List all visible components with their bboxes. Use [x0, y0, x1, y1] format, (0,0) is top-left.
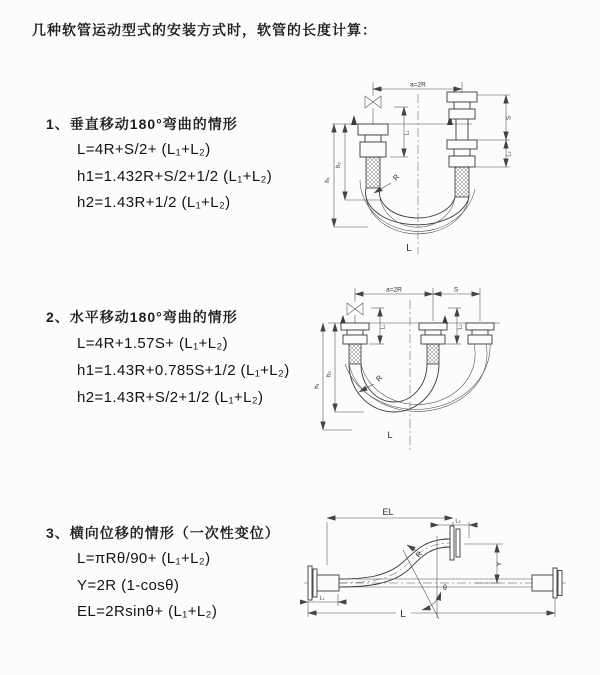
dim-label-h1: h₁ — [314, 383, 321, 389]
section-3-formula-y: Y=2R (1-cosθ) — [77, 577, 180, 594]
dim-label-s: S — [506, 115, 513, 121]
left-fitting — [358, 124, 388, 188]
displaced-end-flange — [444, 526, 460, 560]
hose-u-bend — [345, 344, 490, 412]
section-2-formula-h2: h2=1.43R+S/2+1/2 (L₁+L₂) — [77, 389, 264, 406]
length-label: L — [387, 430, 393, 440]
section-2-heading: 2、水平移动180°弯曲的情形 — [46, 309, 238, 325]
section-1-formula-h2: h2=1.43R+1/2 (L₁+L₂) — [77, 194, 231, 211]
dim-label-h1: h₁ — [325, 177, 331, 183]
braided-hose-section — [455, 167, 469, 197]
right-fitting-shifted — [466, 323, 494, 344]
section-3-heading: 3、横向位移的情形（一次性变位） — [46, 525, 280, 541]
section-2-formula-l: L=4R+1.57S+ (L₁+L₂) — [77, 335, 229, 352]
dim-label-y: Y — [496, 561, 504, 567]
right-fitting — [447, 92, 477, 197]
length-label: L — [400, 609, 406, 620]
dim-label-l1: L₁ — [380, 324, 387, 330]
diagram-vertical-180-bend — [310, 70, 600, 260]
section-3-formula-l: L=πRθ/90+ (L₁+L₂) — [77, 550, 211, 567]
braided-hose-section — [366, 157, 380, 188]
dim-label-l1: L₁ — [319, 595, 325, 602]
angle-construction — [403, 536, 447, 619]
section-3-formula-el: EL=2Rsinθ+ (L₁+L₂) — [77, 603, 218, 620]
left-fitting — [341, 323, 369, 364]
dim-label-l2: L₂ — [455, 518, 461, 525]
radius-label: R — [413, 549, 425, 560]
middle-fitting — [419, 323, 447, 364]
radius-label: R — [391, 172, 402, 183]
dim-label-s: S — [453, 286, 459, 294]
diagram-lateral-displacement — [300, 498, 600, 660]
dim-label-a2r: a=2R — [386, 286, 402, 294]
dim-label-a2r: a=2R — [410, 81, 426, 89]
dim-label-h2: h₂ — [326, 371, 333, 377]
hose-s-curve — [339, 539, 450, 587]
dim-label-l1: L₁ — [404, 130, 411, 136]
section-1-heading: 1、垂直移动180°弯曲的情形 — [46, 116, 238, 132]
dim-label-el: EL — [382, 507, 394, 517]
dim-label-h2: h₂ — [336, 162, 342, 168]
dim-label-l2: L₂ — [506, 151, 513, 157]
angle-label: θ — [443, 585, 447, 592]
length-label: L — [406, 243, 412, 254]
section-1-formula-l: L=4R+S/2+ (L₁+L₂) — [77, 141, 211, 158]
radius-label: R — [374, 373, 385, 384]
section-1-formula-h1: h1=1.432R+S/2+1/2 (L₁+L₂) — [77, 168, 273, 185]
page-title: 几种软管运动型式的安装方式时，软管的长度计算： — [32, 22, 377, 38]
dim-label-l2: L₂ — [457, 324, 464, 330]
section-2-formula-h1: h1=1.43R+0.785S+1/2 (L₁+L₂) — [77, 362, 290, 379]
diagram-horizontal-180-bend — [310, 278, 600, 468]
valve-icon — [365, 96, 381, 124]
level-arrow — [351, 115, 357, 125]
valve-icon — [347, 303, 363, 323]
